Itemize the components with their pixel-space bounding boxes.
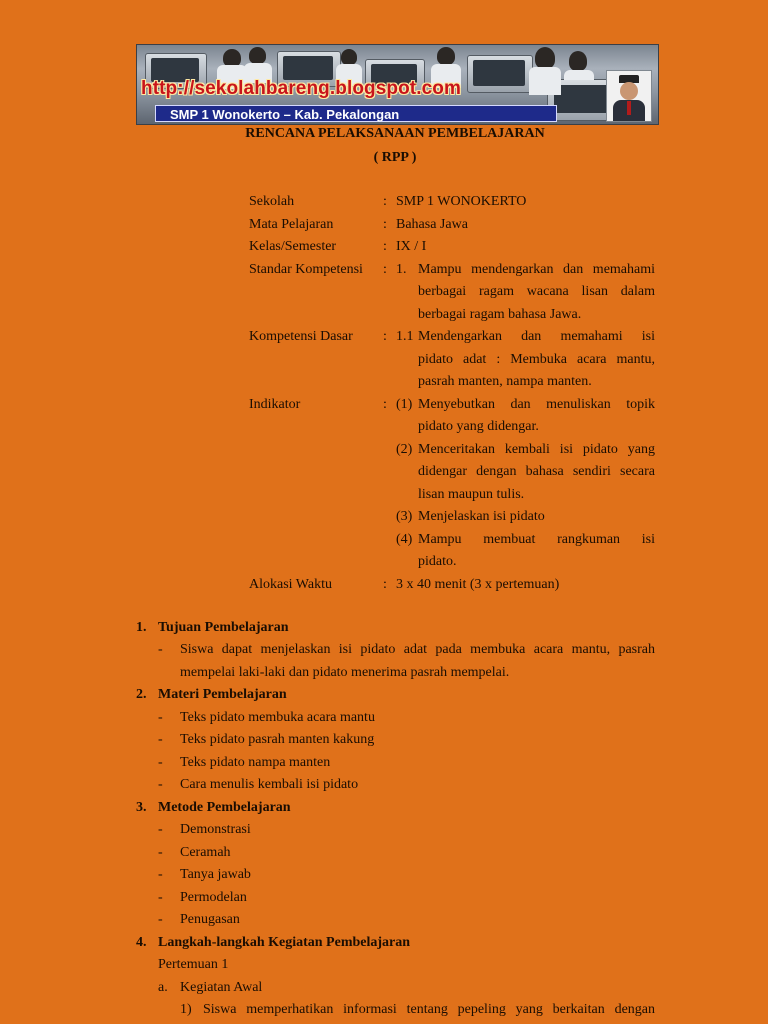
indikator-line: lisan maupun tulis.	[418, 487, 525, 502]
indikator-line: Mampu membuat rangkuman isi	[418, 532, 655, 547]
bullet-dash: -	[158, 732, 163, 747]
list-item	[158, 912, 240, 928]
section-title: Langkah-langkah Kegiatan Pembelajaran	[158, 935, 411, 950]
list-item	[158, 845, 231, 861]
label-mata-pelajaran: Mata Pelajaran	[249, 217, 334, 232]
sub-item	[158, 980, 262, 996]
value-sekolah: SMP 1 WONOKERTO	[396, 194, 527, 209]
list-item-text: Penugasan	[180, 912, 240, 927]
list-item-text: Teks pidato nampa manten	[180, 755, 331, 770]
sk-number: 1.	[396, 262, 407, 277]
step-number: 1)	[180, 1002, 192, 1017]
label-indikator: Indikator	[249, 397, 301, 412]
indikator-number: (4)	[396, 532, 413, 547]
colon: :	[383, 397, 387, 412]
section-number: 4.	[136, 935, 147, 950]
list-item	[158, 822, 251, 838]
label-alokasi-waktu: Alokasi Waktu	[249, 577, 332, 592]
section-number: 3.	[136, 800, 147, 815]
header-banner	[136, 44, 659, 125]
sk-line: berbagai ragam wacana lisan dalam	[418, 284, 655, 299]
colon: :	[383, 577, 387, 592]
bullet-dash: -	[158, 845, 163, 860]
section-title: Metode Pembelajaran	[158, 800, 291, 815]
indikator-line: pidato yang didengar.	[418, 419, 539, 434]
indikator-line: Menceritakan kembali isi pidato yang	[418, 442, 655, 457]
list-item-text: Ceramah	[180, 845, 231, 860]
section-heading	[136, 687, 287, 703]
list-item-text: Permodelan	[180, 890, 247, 905]
bullet-dash: -	[158, 912, 163, 927]
bullet-dash: -	[158, 755, 163, 770]
sub-item-text: Kegiatan Awal	[180, 980, 263, 995]
indikator-number: (3)	[396, 509, 413, 524]
list-item-text: Teks pidato pasrah manten kakung	[180, 732, 375, 747]
colon: :	[383, 217, 387, 232]
colon: :	[383, 262, 387, 277]
sk-line: berbagai ragam bahasa Jawa.	[418, 307, 582, 322]
value-kelas-semester: IX / I	[396, 239, 427, 254]
paragraph-line: mempelai laki-laki dan pidato menerima pasrah mempelai.	[180, 665, 510, 680]
bullet-dash: -	[158, 710, 163, 725]
section-heading	[136, 800, 291, 816]
colon: :	[383, 194, 387, 209]
colon: :	[383, 329, 387, 344]
section-title: Materi Pembelajaran	[158, 687, 287, 702]
colon: :	[383, 239, 387, 254]
section-heading	[136, 620, 289, 636]
indikator-line: Menjelaskan isi pidato	[418, 509, 545, 524]
value-mata-pelajaran: Bahasa Jawa	[396, 217, 468, 232]
list-item	[158, 777, 358, 793]
list-item-text: Tanya jawab	[180, 867, 251, 882]
indikator-line: didengar dengan bahasa sendiri secara	[418, 464, 655, 479]
kd-line: pidato adat : Membuka acara mantu,	[418, 352, 655, 367]
list-item	[158, 710, 375, 726]
indikator-number: (1)	[396, 397, 413, 412]
document-subtitle: ( RPP )	[373, 150, 417, 165]
bullet-dash: -	[158, 642, 163, 657]
list-item	[158, 732, 374, 748]
list-item-text: Demonstrasi	[180, 822, 251, 837]
list-item	[158, 642, 180, 658]
label-sekolah: Sekolah	[249, 194, 295, 209]
list-item-text: Teks pidato membuka acara mantu	[180, 710, 375, 725]
step-text: Siswa memperhatikan informasi tentang pepeling yang berkaitan dengan	[203, 1002, 655, 1017]
bullet-dash: -	[158, 822, 163, 837]
school-name-bar: SMP 1 Wonokerto – Kab. Pekalongan	[155, 105, 557, 122]
label-standar-kompetensi: Standar Kompetensi	[249, 262, 363, 277]
bullet-dash: -	[158, 867, 163, 882]
headmaster-portrait-icon	[606, 70, 652, 122]
section-number: 1.	[136, 620, 147, 635]
blog-url-text: http://sekolahbareng.blogspot.com	[141, 78, 461, 99]
document-title: RENCANA PELAKSANAAN PEMBELAJARAN	[245, 126, 545, 141]
list-item	[158, 890, 247, 906]
value-alokasi-waktu: 3 x 40 menit (3 x pertemuan)	[396, 577, 560, 592]
indikator-line: Menyebutkan dan menuliskan topik	[418, 397, 655, 412]
list-item	[158, 867, 251, 883]
bullet-dash: -	[158, 777, 163, 792]
kd-line: pasrah manten, nampa manten.	[418, 374, 592, 389]
bullet-dash: -	[158, 890, 163, 905]
section-heading	[136, 935, 410, 951]
paragraph-line: Siswa dapat menjelaskan isi pidato adat pada membuka acara mantu, pasrah	[180, 642, 655, 657]
list-item-text: Cara menulis kembali isi pidato	[180, 777, 359, 792]
sk-line: Mampu mendengarkan dan memahami	[418, 262, 655, 277]
indikator-line: pidato.	[418, 554, 457, 569]
section-title: Tujuan Pembelajaran	[158, 620, 289, 635]
sub-item-letter: a.	[158, 980, 168, 995]
list-item	[158, 755, 330, 771]
kd-number: 1.1	[396, 329, 414, 344]
indikator-number: (2)	[396, 442, 413, 457]
meeting-label: Pertemuan 1	[158, 957, 229, 972]
label-kompetensi-dasar: Kompetensi Dasar	[249, 329, 353, 344]
kd-line: Mendengarkan dan memahami isi	[418, 329, 655, 344]
section-number: 2.	[136, 687, 147, 702]
label-kelas-semester: Kelas/Semester	[249, 239, 337, 254]
